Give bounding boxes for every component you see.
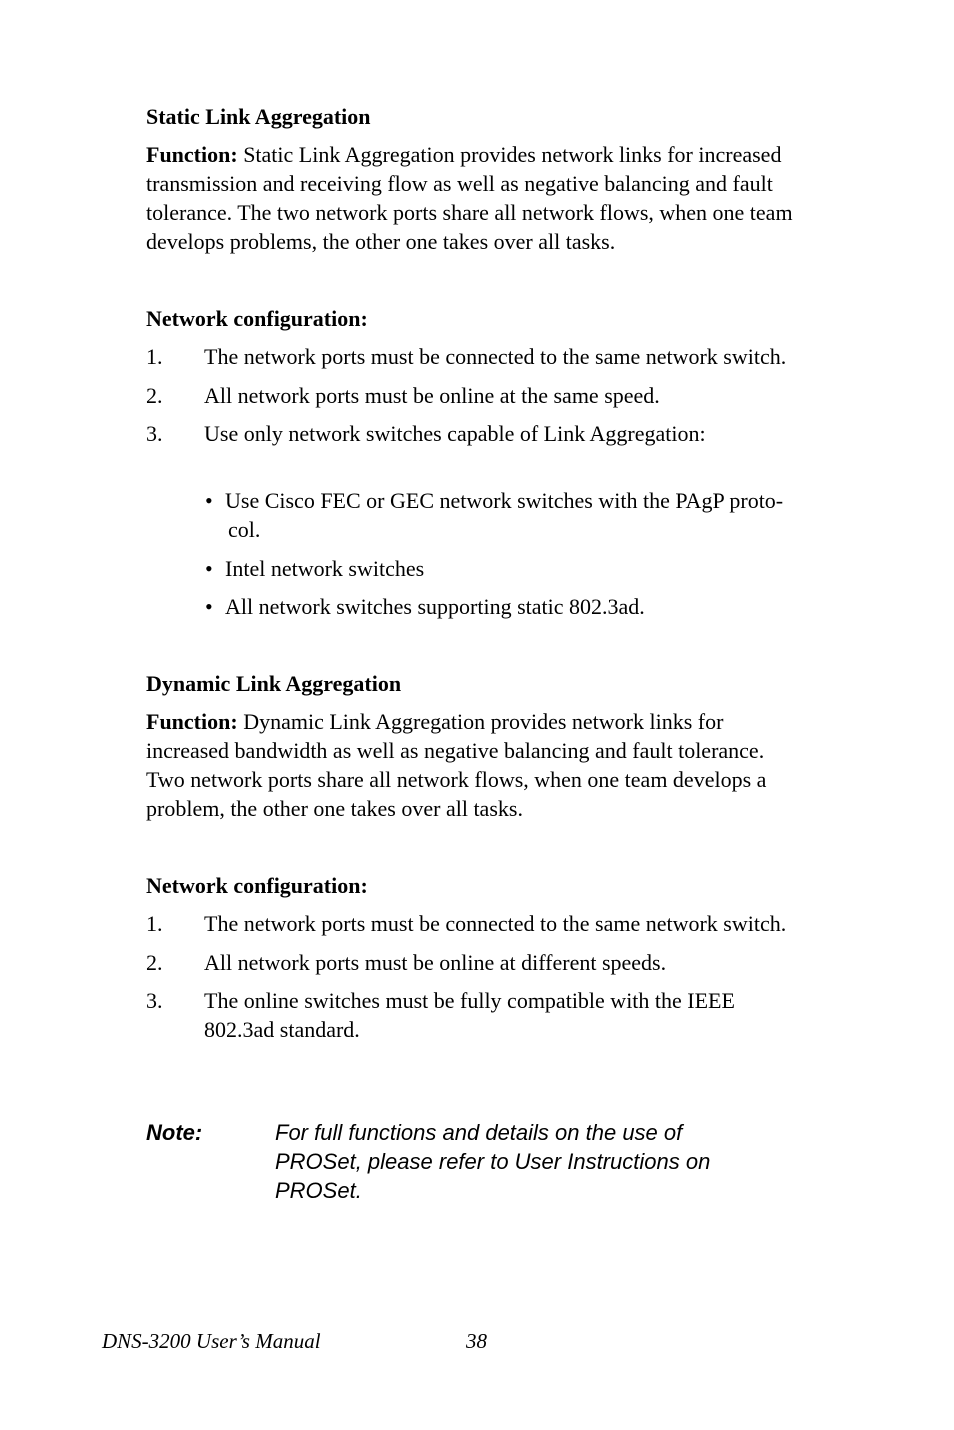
note-line-2: PROSet, please refer to User Instructions on [275,1149,711,1174]
dynamic-function-label: Function: [146,709,238,734]
bullet-item: Use Cisco FEC or GEC network switches with the PAgP proto- [225,488,784,513]
note-line-1: For full functions and details on the use of [275,1120,683,1145]
static-function-line-1 [146,140,781,169]
bullet-item: Intel network switches [225,556,425,581]
static-function-line-2: transmission and receiving flow as well as negative balancing and fault [146,171,773,196]
list-item: The network ports must be connected to the same network switch. [204,911,787,936]
page-number: 38 [466,1329,487,1353]
manual-title: DNS-3200 User’s Manual [102,1329,321,1353]
static-section-heading: Static Link Aggregation [146,104,371,129]
list-item: The online switches must be fully compatible with the IEEE [204,988,735,1013]
dynamic-config-heading: Network configuration: [146,873,368,898]
list-item-number: 3. [146,988,163,1013]
bullet-item-continuation: col. [228,517,261,542]
list-item: Use only network switches capable of Link Aggregation: [204,421,706,446]
list-item-number: 3. [146,421,163,446]
list-item-number: 2. [146,950,163,975]
bullet-icon: • [205,488,213,513]
list-item-number: 1. [146,344,163,369]
bullet-item: All network switches supporting static 802.3ad. [225,594,645,619]
list-item-continuation: 802.3ad standard. [204,1017,360,1042]
static-function-text-1: Static Link Aggregation provides network links for increased [237,142,782,167]
list-item: The network ports must be connected to the same network switch. [204,344,787,369]
list-item-number: 2. [146,383,163,408]
list-item: All network ports must be online at different speeds. [204,950,667,975]
note-line-3: PROSet. [275,1178,362,1203]
static-function-line-3: tolerance. The two network ports share all network flows, when one team [146,200,793,225]
static-function-line-4: develops problems, the other one takes over all tasks. [146,229,616,254]
dynamic-function-line-4: problem, the other one takes over all tasks. [146,796,523,821]
dynamic-section-heading: Dynamic Link Aggregation [146,671,402,696]
dynamic-function-line-3: Two network ports share all network flows, when one team develops a [146,767,767,792]
list-item-number: 1. [146,911,163,936]
static-function-label: Function: [146,142,238,167]
dynamic-function-line-2: increased bandwidth as well as negative balancing and fault tolerance. [146,738,765,763]
dynamic-function-line-1 [146,707,723,736]
bullet-icon: • [205,594,213,619]
bullet-icon: • [205,556,213,581]
static-config-heading: Network configuration: [146,306,368,331]
note-label: Note: [146,1120,203,1145]
list-item: All network ports must be online at the same speed. [204,383,660,408]
dynamic-function-text-1: Dynamic Link Aggregation provides network links for [237,709,724,734]
